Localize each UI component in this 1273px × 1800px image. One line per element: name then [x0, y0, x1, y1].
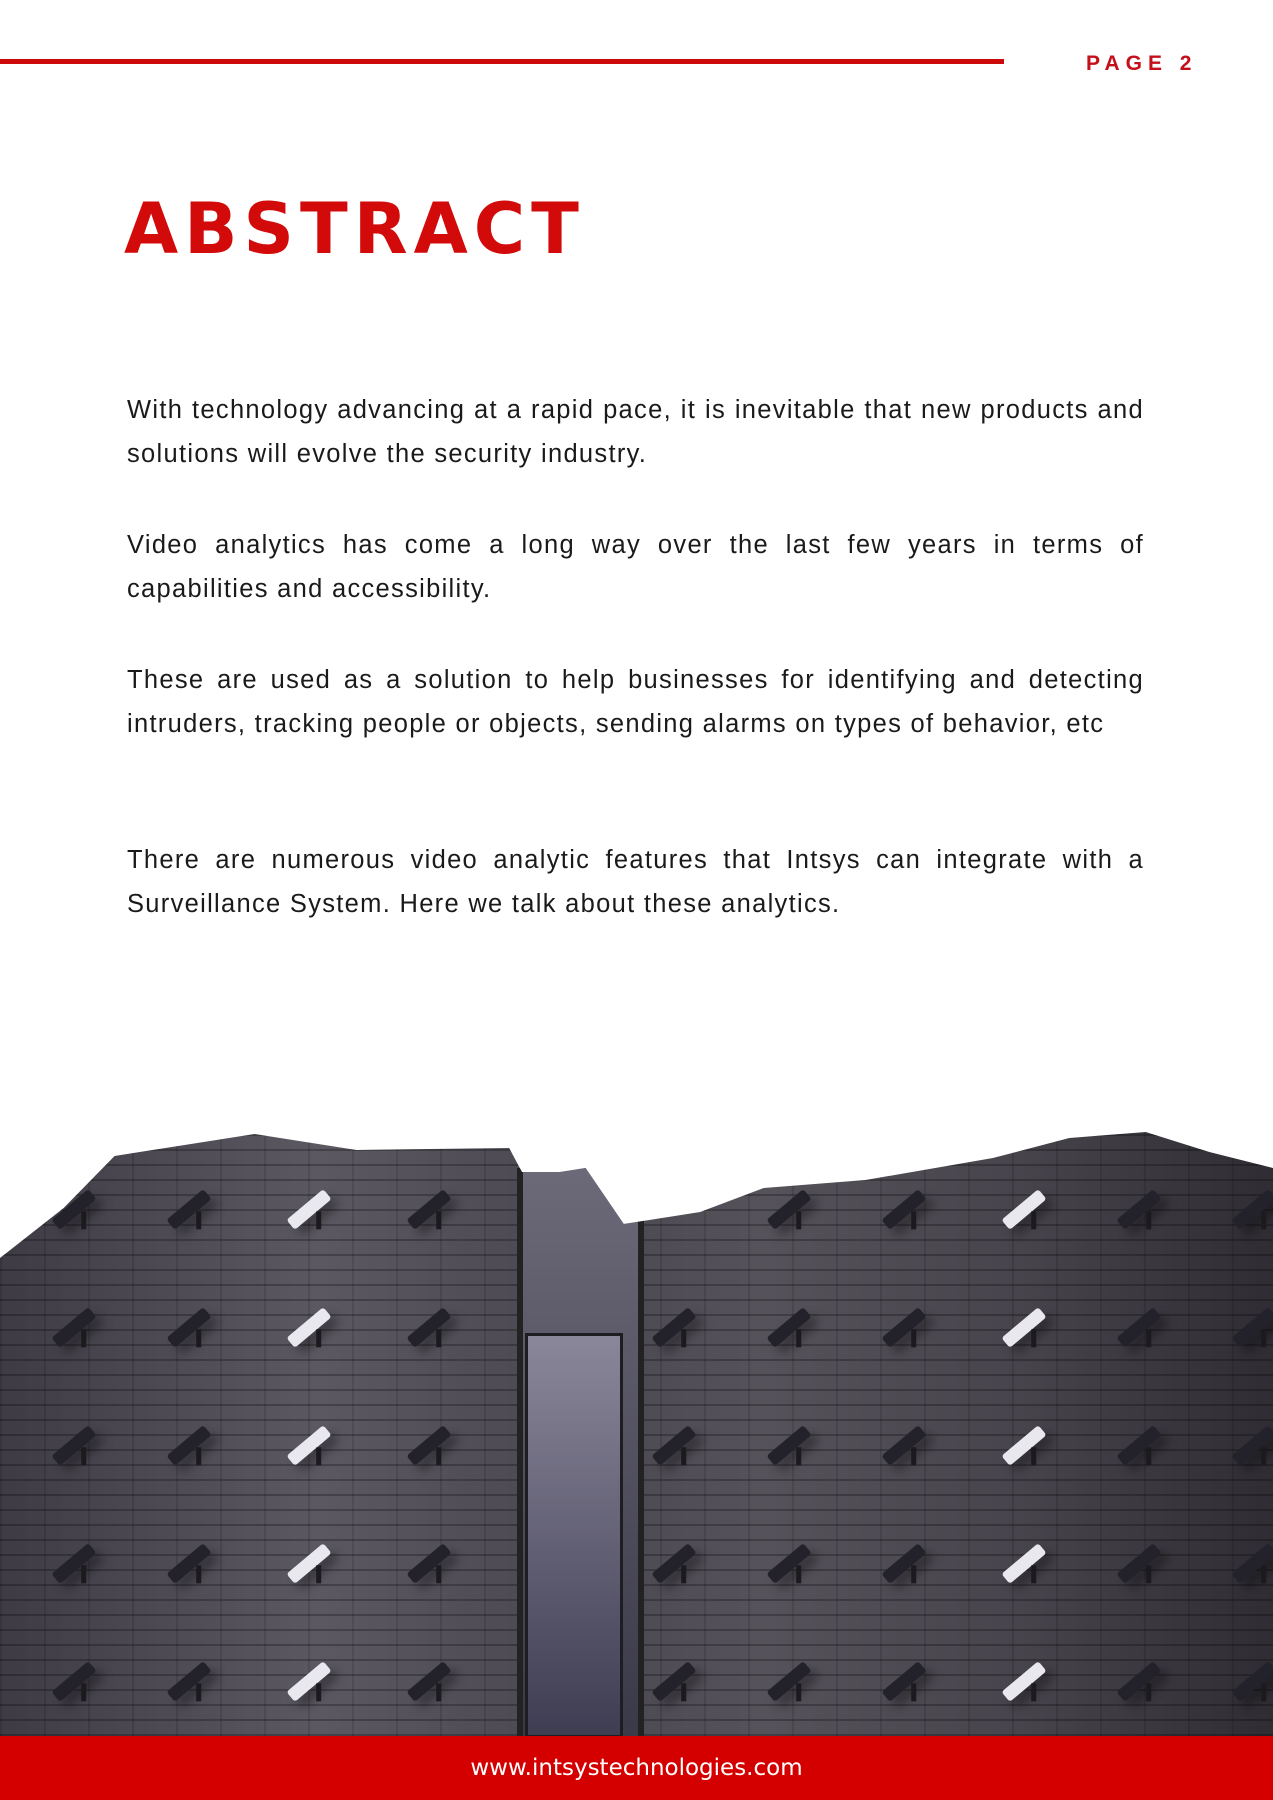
- security-camera-icon: [1001, 1425, 1046, 1466]
- security-camera-icon: [1116, 1661, 1161, 1702]
- security-camera-icon: [651, 1307, 696, 1348]
- security-camera-icon: [1231, 1425, 1273, 1466]
- security-camera-icon: [651, 1425, 696, 1466]
- security-camera-icon: [1001, 1543, 1046, 1584]
- security-camera-icon: [51, 1543, 96, 1584]
- security-camera-icon: [1116, 1307, 1161, 1348]
- security-camera-icon: [651, 1543, 696, 1584]
- security-camera-icon: [1231, 1189, 1273, 1230]
- page-number: PAGE 2: [1086, 52, 1198, 75]
- security-camera-icon: [881, 1425, 926, 1466]
- security-camera-icon: [286, 1661, 331, 1702]
- security-camera-icon: [766, 1189, 811, 1230]
- paragraph-3: These are used as a solution to help businesses for identifying and detecting intruders, tracking people or objects, sending alarms on types of behavior, etc: [127, 666, 1144, 738]
- security-camera-icon: [286, 1307, 331, 1348]
- security-camera-icon: [1116, 1425, 1161, 1466]
- security-camera-icon: [1231, 1543, 1273, 1584]
- security-camera-icon: [406, 1543, 451, 1584]
- security-camera-icon: [881, 1189, 926, 1230]
- security-camera-icon: [286, 1189, 331, 1230]
- security-camera-icon: [1001, 1189, 1046, 1230]
- footer-bar: [0, 1736, 1273, 1800]
- security-camera-icon: [1116, 1189, 1161, 1230]
- security-camera-icon: [406, 1307, 451, 1348]
- security-camera-icon: [166, 1543, 211, 1584]
- security-camera-icon: [881, 1307, 926, 1348]
- security-camera-icon: [406, 1661, 451, 1702]
- paragraph-2: Video analytics has come a long way over the last few years in terms of capabilities and accessibility.: [127, 531, 1144, 603]
- security-camera-icon: [406, 1189, 451, 1230]
- security-camera-icon: [51, 1307, 96, 1348]
- security-camera-icon: [766, 1307, 811, 1348]
- page-title: ABSTRACT: [124, 188, 585, 270]
- security-camera-icon: [881, 1661, 926, 1702]
- security-camera-icon: [766, 1543, 811, 1584]
- paragraph-1: With technology advancing at a rapid pace, it is inevitable that new products and solutions will evolve the security industry.: [127, 396, 1144, 468]
- security-camera-icon: [766, 1661, 811, 1702]
- website-link[interactable]: www.intsystechnologies.com: [470, 1755, 803, 1781]
- security-camera-icon: [881, 1543, 926, 1584]
- security-camera-icon: [51, 1425, 96, 1466]
- security-camera-icon: [1001, 1307, 1046, 1348]
- security-camera-icon: [166, 1307, 211, 1348]
- security-camera-icon: [1116, 1543, 1161, 1584]
- security-camera-icon: [286, 1543, 331, 1584]
- security-camera-icon: [166, 1425, 211, 1466]
- security-camera-icon: [51, 1189, 96, 1230]
- security-camera-icon: [766, 1425, 811, 1466]
- security-camera-icon: [166, 1189, 211, 1230]
- security-camera-icon: [286, 1425, 331, 1466]
- security-camera-icon: [651, 1661, 696, 1702]
- surveillance-cameras-photo: [0, 1128, 1273, 1736]
- security-camera-icon: [166, 1661, 211, 1702]
- security-camera-icon: [51, 1661, 96, 1702]
- security-camera-icon: [1001, 1661, 1046, 1702]
- header-rule: [0, 59, 1004, 64]
- window-pane: [525, 1333, 623, 1736]
- security-camera-icon: [406, 1425, 451, 1466]
- security-camera-icon: [1231, 1307, 1273, 1348]
- security-camera-icon: [1231, 1661, 1273, 1702]
- paragraph-4: There are numerous video analytic features that Intsys can integrate with a Surveillance System. Here we talk about these analytics.: [127, 846, 1144, 918]
